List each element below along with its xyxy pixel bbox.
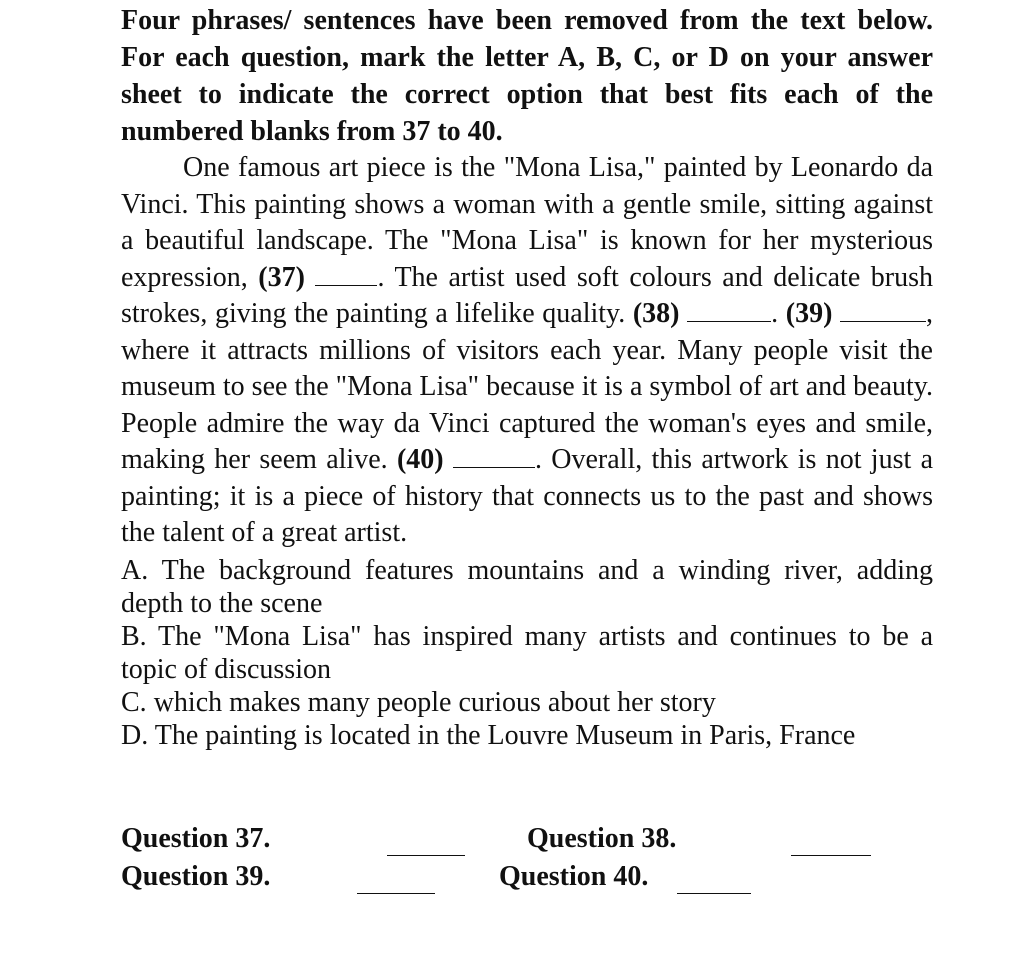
passage-segment-4: , where it attracts millions of visitors each year. Many people visit the museum to see the "Mona Lisa" because it is a symbol of art and beauty. People admire the way da Vinci captured the woman's eyes and smile, making her seem alive. (121, 298, 934, 475)
passage-segment-2: . The artist used soft colours and delicate brush strokes, giving the painting a lifelike quality. (121, 261, 933, 329)
option-c (121, 686, 933, 719)
blank-label-39: (39) (785, 298, 833, 329)
blank-39 (840, 299, 926, 322)
blank-label-40: (40) (396, 444, 444, 475)
worksheet-page (121, 2, 933, 752)
option-letter: A. (121, 554, 149, 586)
blank-37 (315, 263, 377, 286)
blank-label-37: (37) (258, 261, 305, 293)
passage-segment-5: . Overall, this artwork is not just a painting; it is a piece of history that connects us to the past and shows the talent of a great artist. (121, 444, 934, 548)
option-text: The "Mona Lisa" has inspired many artists and continues to be a topic of discussion (121, 620, 933, 685)
answer-label-38: Question 38. (527, 823, 677, 854)
passage-segment-3: . (771, 298, 786, 329)
option-letter: C. (121, 686, 147, 718)
answer-line-37[interactable] (387, 855, 465, 856)
reading-passage (121, 150, 933, 552)
blank-38 (687, 299, 771, 322)
answer-line-38[interactable] (791, 855, 871, 856)
answer-line-40[interactable] (677, 893, 751, 894)
option-text: which makes many people curious about her story (153, 686, 716, 718)
blank-label-38: (38) (632, 298, 680, 329)
option-b (121, 620, 933, 686)
answer-label-37: Question 37. (121, 823, 271, 854)
answer-line-39[interactable] (357, 893, 435, 894)
answer-options (121, 554, 933, 752)
option-letter: D. (121, 719, 149, 751)
option-text: The background features mountains and a winding river, adding depth to the scene (121, 554, 933, 619)
option-letter: B. (121, 620, 147, 652)
answer-label-39: Question 39. (121, 861, 271, 892)
option-text: The painting is located in the Louvre Museum in Paris, France (154, 719, 856, 751)
instruction-text: Four phrases/ sentences have been removed from the text below. For each question, mark the letter A, B, C, or D on your answer sheet to indicate the correct option that best fits each of the numbered blanks from 37 to 40. (121, 5, 933, 147)
blank-40 (453, 445, 535, 468)
answer-label-40: Question 40. (499, 861, 649, 892)
option-a (121, 554, 933, 620)
option-d (121, 719, 933, 752)
answer-lines (121, 823, 933, 903)
passage-segment-1: One famous art piece is the "Mona Lisa," painted by Leonardo da Vinci. This painting shows a woman with a gentle smile, sitting against a beautiful landscape. The "Mona Lisa" is known for her mysterious expression, (121, 152, 933, 293)
